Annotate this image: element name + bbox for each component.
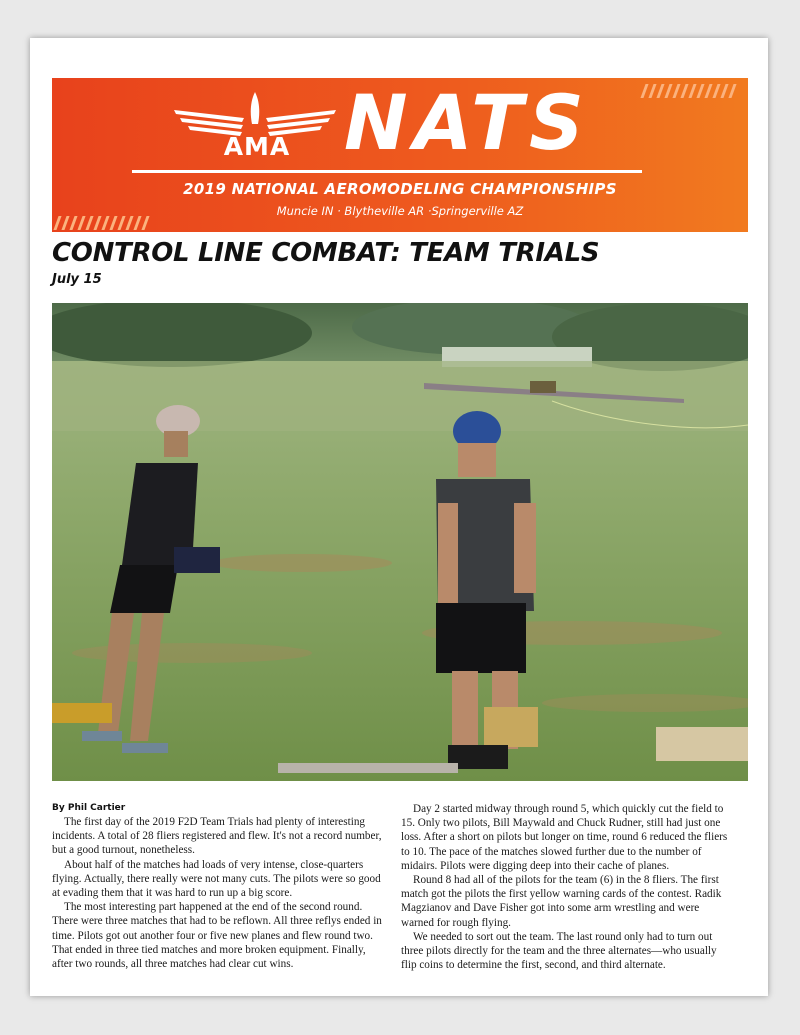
article-photo <box>52 303 748 781</box>
decorative-stripes-top <box>643 84 734 98</box>
paragraph: Round 8 had all of the pilots for the team (6) in the 8 fliers. The first match got the pilots the first yellow warning cards of the contest. Radik Magzianov and Dave Fisher got into some arm wrestling and were warned for rough flying. <box>401 874 722 929</box>
paragraph: The most interesting part happened at the end of the second round. There were three matches that had to be reflown. All three reflys ended in time. Pilots got out another four or five new planes and flew round two. That ended in three tied matches and more broken equipment. Finally, after two rounds, all three matches had clear cut wins. <box>52 901 382 971</box>
banner-divider <box>132 170 642 173</box>
article-byline: By Phil Cartier <box>52 803 126 813</box>
article-date: July 15 <box>52 272 102 287</box>
magazine-page <box>30 38 768 996</box>
championship-subtitle: 2019 NATIONAL AEROMODELING CHAMPIONSHIPS <box>183 180 617 198</box>
article-column-right <box>401 802 731 972</box>
article-headline: CONTROL LINE COMBAT: TEAM TRIALS <box>52 238 600 268</box>
paragraph: Day 2 started midway through round 5, which quickly cut the field to 15. Only two pilots, Bill Maywald and Chuck Rudner, still had just one loss. After a short on pilots but longer on time, round 6 reduced the fliers to 10. The pace of the matches slowed further due to the number of midairs. Pilots were digging deep into their cache of planes. <box>401 803 728 872</box>
nats-title: NATS <box>344 78 590 167</box>
paragraph: About half of the matches had loads of very intense, close-quarters flying. Actually, there really were not many cuts. The pilots were so good at evading them that it was hard to run up a big score. <box>52 858 381 900</box>
paragraph: We needed to sort out the team. The last round only had to turn out three pilots directly for the team and the three alternates—who usually flip coins to determine the first, second, and third alternate. <box>401 930 717 972</box>
nats-banner <box>52 78 748 232</box>
paragraph: The first day of the 2019 F2D Team Trials had plenty of interesting incidents. A total of 28 fliers registered and flew. It's not a record number, but a good turnout, nonetheless. <box>52 816 382 857</box>
decorative-stripes-bottom <box>56 216 147 230</box>
article-column-left <box>52 802 382 971</box>
event-locations: Muncie IN · Blytheville AR ·Springerville AZ <box>276 204 524 218</box>
ama-logo-text: AMA <box>223 132 291 161</box>
combat-field-photo <box>52 303 748 781</box>
